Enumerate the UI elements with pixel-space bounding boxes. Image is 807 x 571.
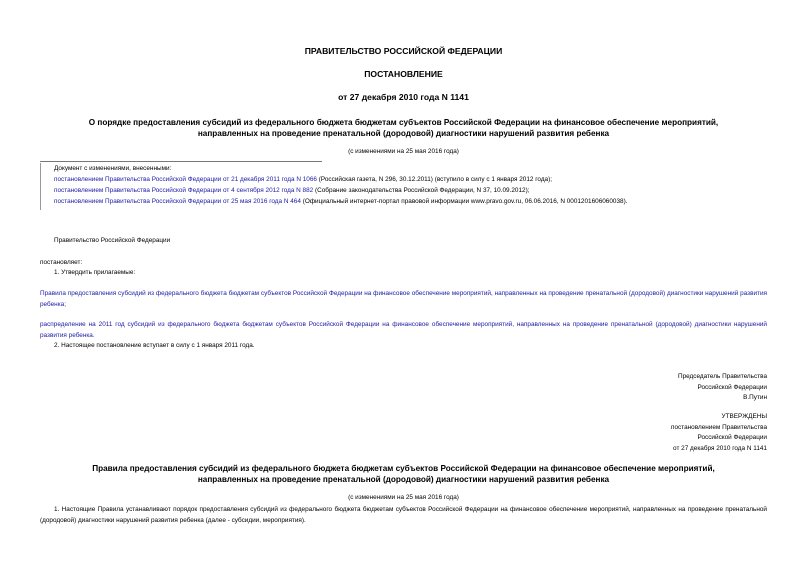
- change-link[interactable]: постановлением Правительства Российской Федерации от 25 мая 2016 года N 464: [54, 198, 301, 205]
- change-item: [54, 197, 628, 208]
- change-details: (Собрание законодательства Российской Федерации, N 37, 10.09.2012);: [313, 187, 530, 194]
- change-item: [54, 186, 530, 197]
- signature-country: Российской Федерации: [697, 383, 767, 391]
- signature-block: [678, 372, 767, 404]
- changes-intro: Документ с изменениями, внесенными:: [54, 165, 172, 172]
- rules-title-line-1: Правила предоставления субсидий из федерального бюджета бюджетам субъектов Российской Федерации на финансовое обеспечение мероприятий,: [92, 464, 715, 473]
- approved-date: от 27 декабря 2010 года N 1141: [673, 444, 767, 452]
- change-link[interactable]: постановлением Правительства Российской Федерации от 21 декабря 2011 года N 1066: [54, 176, 317, 183]
- document-date-number: от 27 декабря 2010 года N 1141: [338, 92, 469, 102]
- item-1: 1. Утвердить прилагаемые:: [54, 269, 136, 276]
- change-details: (Российская газета, N 296, 30.12.2011) (вступило в силу с 1 января 2012 года);: [316, 176, 553, 183]
- approved-heading: УТВЕРЖДЕНЫ: [721, 413, 767, 420]
- rules-amended-note: (с изменениями на 25 мая 2016 года): [348, 494, 459, 501]
- change-details: (Официальный интернет-портал правовой информации www.pravo.gov.ru, 06.06.2016, N 0001201606060038).: [300, 198, 628, 205]
- document-title-line-2: направленных на проведение пренатальной (дородовой) диагностики нарушений развития ребенка: [197, 129, 610, 138]
- amended-note: (с изменениями на 25 мая 2016 года): [348, 148, 459, 155]
- signature-title: Председатель Правительства: [678, 373, 767, 380]
- government-label: Правительство Российской Федерации: [54, 237, 171, 244]
- document-type-heading: ПОСТАНОВЛЕНИЕ: [364, 69, 443, 79]
- decides-label: постановляет:: [40, 259, 83, 266]
- rules-title-line-2: направленных на проведение пренатальной (дородовой) диагностики нарушений развития ребенка: [197, 475, 610, 484]
- document-title-line-1: О порядке предоставления субсидий из федерального бюджета бюджетам субъектов Российской Федерации на финансовое обеспечение мероприятий,: [88, 118, 719, 127]
- approved-country: Российской Федерации: [697, 434, 767, 441]
- change-link[interactable]: постановлением Правительства Российской Федерации от 4 сентября 2012 года N 882: [54, 187, 314, 194]
- approved-by: постановлением Правительства: [671, 423, 767, 431]
- change-item: [54, 175, 552, 186]
- distribution-link[interactable]: распределение на 2011 год субсидий из федерального бюджета бюджетам субъектов Российской Федерации на финансовое обеспечение мероприятий, направленных на проведение пренатальной (дородовой) диагностики нарушений развития ребенка.: [40, 321, 767, 339]
- government-heading: ПРАВИТЕЛЬСТВО РОССИЙСКОЙ ФЕДЕРАЦИИ: [304, 46, 503, 56]
- item-2: 2. Настоящее постановление вступает в силу с 1 января 2011 года.: [54, 342, 255, 349]
- changes-divider: [40, 161, 322, 162]
- signature-name: В.Путин: [743, 394, 767, 401]
- rules-paragraph-1: 1. Настоящие Правила устанавливают порядок предоставления субсидий из федерального бюджета бюджетам субъектов Российской Федерации на финансовое обеспечение мероприятий, направленных на проведение пренатальной (дородовой) диагностики нарушений развития ребенка (далее - субсидии, мероприятия).: [40, 506, 767, 524]
- approved-block: [671, 412, 767, 454]
- rules-link[interactable]: Правила предоставления субсидий из федерального бюджета бюджетам субъектов Российской Федерации на финансовое обеспечение мероприятий, направленных на проведение пренатальной (дородовой) диагностики нарушений развития ребенка;: [40, 290, 767, 308]
